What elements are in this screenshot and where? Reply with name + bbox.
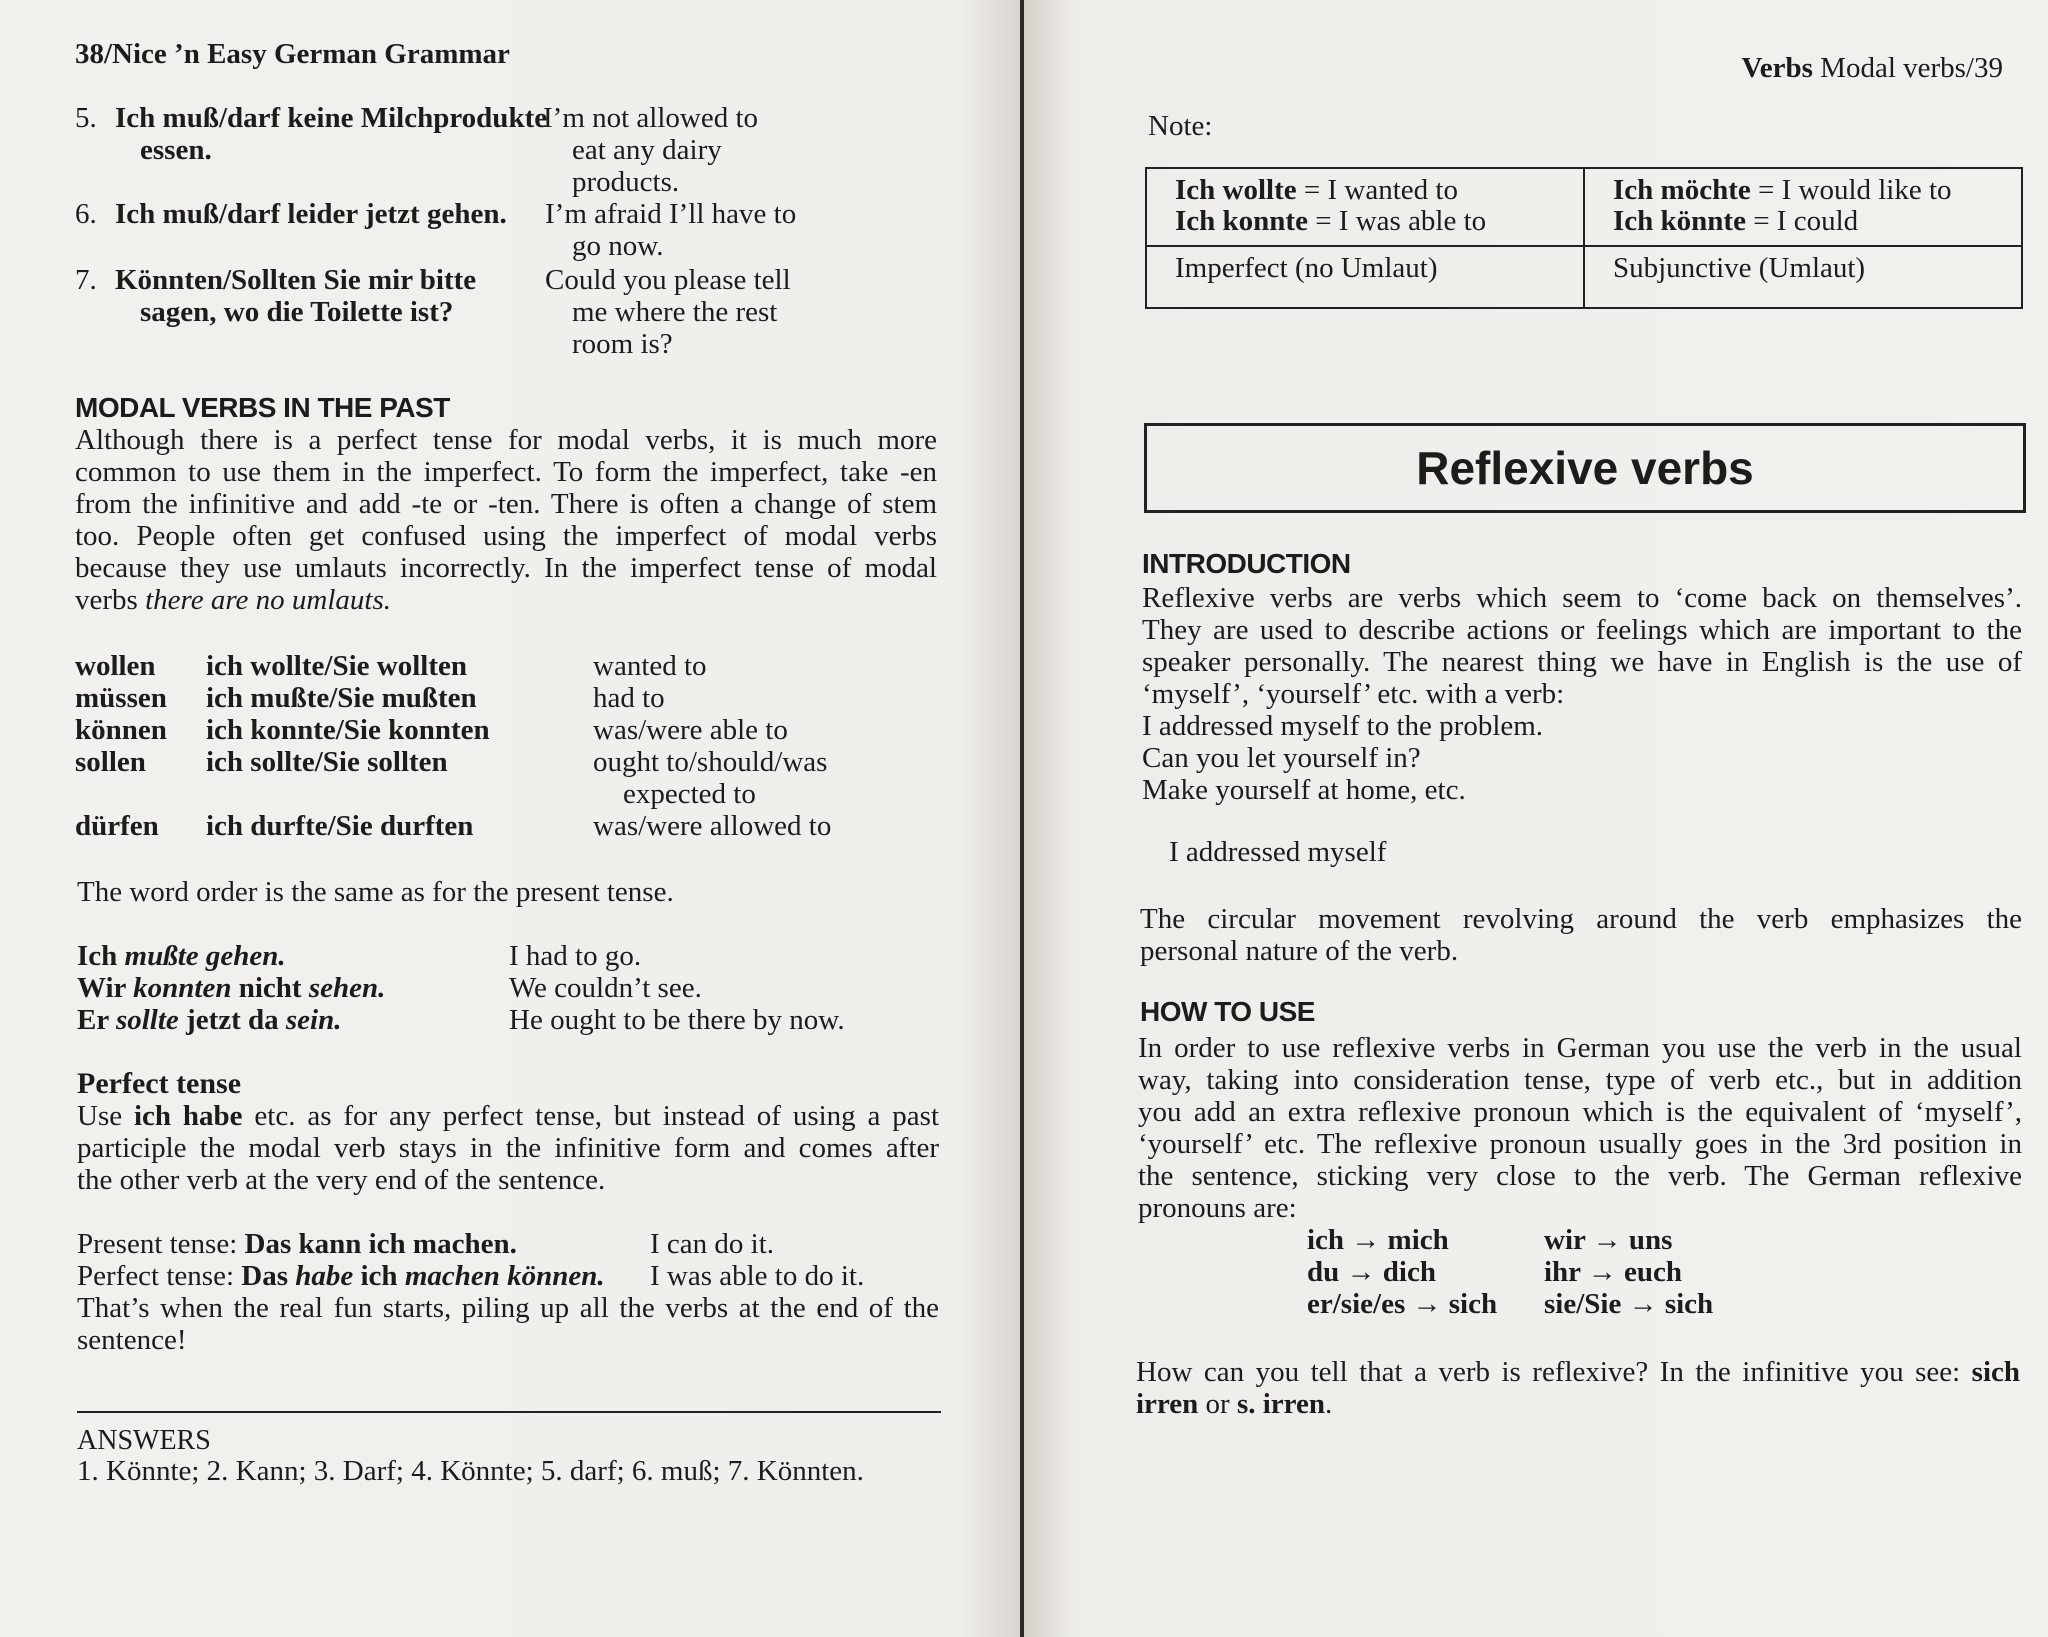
verb-meaning: expected to bbox=[623, 778, 756, 810]
introduction-paragraph bbox=[1142, 582, 2022, 806]
paragraph-line: pronouns are: bbox=[1138, 1192, 1297, 1224]
example-label: Perfect tense: bbox=[77, 1260, 242, 1292]
verb-infinitive: müssen bbox=[75, 682, 167, 714]
example-german: Das kann ich machen. bbox=[244, 1228, 517, 1260]
paragraph-line: Can you let yourself in? bbox=[1142, 742, 1421, 774]
pronoun-pair: du → dich bbox=[1307, 1256, 1436, 1288]
note-cell-imperfect-examples bbox=[1146, 168, 1584, 246]
left-page-header: 38/Nice ’n Easy German Grammar bbox=[75, 38, 510, 70]
circular-paragraph bbox=[1140, 903, 2022, 967]
example-english: I was able to do it. bbox=[650, 1260, 865, 1292]
verb-infinitive: dürfen bbox=[75, 810, 159, 842]
verb-infinitive: können bbox=[75, 714, 167, 746]
example-word: Er bbox=[77, 1004, 116, 1036]
paragraph-line: In order to use reflexive verbs in German you use the verb in the usual bbox=[1138, 1032, 2022, 1064]
example-word: mußte gehen. bbox=[124, 940, 286, 972]
header-section: Verbs bbox=[1741, 52, 1813, 84]
paragraph-text: ich habe bbox=[133, 1100, 243, 1132]
example-word: konnten bbox=[133, 972, 232, 1004]
exercise-english: eat any dairy bbox=[572, 134, 722, 166]
exercise-german: Ich muß/darf keine Milchprodukte bbox=[115, 102, 548, 134]
pronoun-pair: ich → mich bbox=[1307, 1224, 1449, 1256]
pronoun-pair: ihr → euch bbox=[1544, 1256, 1683, 1288]
example-german bbox=[77, 940, 286, 972]
answers-text: 1. Könnte; 2. Kann; 3. Darf; 4. Könnte; 5. darf; 6. muß; 7. Könnten. bbox=[77, 1455, 864, 1487]
note-english: = I would like to bbox=[1750, 174, 1952, 206]
example-german: ich bbox=[353, 1260, 405, 1292]
pronoun-pair: sie/Sie → sich bbox=[1544, 1288, 1714, 1320]
note-german: Ich möchte bbox=[1613, 174, 1751, 206]
note-label: Note: bbox=[1148, 110, 1213, 142]
paragraph-line: because they use umlauts incorrectly. In the imperfect tense of modal bbox=[75, 552, 937, 584]
pronoun-pair: wir → uns bbox=[1544, 1224, 1673, 1256]
paragraph-line: The circular movement revolving around the verb emphasizes the bbox=[1140, 903, 2022, 935]
note-english: = I could bbox=[1745, 205, 1859, 237]
verb-meaning: ought to/should/was bbox=[593, 746, 828, 778]
paragraph-line: the other verb at the very end of the sentence. bbox=[77, 1164, 606, 1196]
paragraph-line: I addressed myself to the problem. bbox=[1142, 710, 1544, 742]
example-german: machen können. bbox=[404, 1260, 605, 1292]
reflexive-verbs-title: Reflexive verbs bbox=[1144, 423, 2026, 513]
present-tense-example bbox=[77, 1228, 517, 1260]
exercise-number: 5. bbox=[75, 102, 97, 134]
word-order-note: The word order is the same as for the present tense. bbox=[77, 876, 674, 908]
paragraph-line: They are used to describe actions or feelings which are important to the bbox=[1142, 614, 2022, 646]
verb-imperfect-forms: ich sollte/Sie sollten bbox=[206, 746, 448, 778]
example-word: nicht bbox=[231, 972, 309, 1004]
exercise-german: Ich muß/darf leider jetzt gehen. bbox=[115, 198, 507, 230]
paragraph-text: s. irren bbox=[1236, 1388, 1326, 1420]
left-page bbox=[0, 0, 1020, 1637]
paragraph-text: irren bbox=[1136, 1388, 1199, 1420]
verb-meaning: had to bbox=[593, 682, 665, 714]
example-english: We couldn’t see. bbox=[509, 972, 702, 1004]
note-table bbox=[1145, 167, 2023, 309]
example-word: sollte bbox=[115, 1004, 179, 1036]
example-german: Das bbox=[241, 1260, 296, 1292]
modal-past-paragraph bbox=[75, 424, 937, 616]
paragraph-text: . bbox=[1325, 1388, 1333, 1420]
paragraph-text: Use bbox=[77, 1100, 134, 1132]
paragraph-text: How can you tell that a verb is reflexive? In the infinitive you see: bbox=[1136, 1356, 1972, 1388]
section-heading-how-to-use: HOW TO USE bbox=[1140, 996, 1315, 1027]
example-word: Wir bbox=[77, 972, 134, 1004]
example-english: I can do it. bbox=[650, 1228, 775, 1260]
paragraph-line: ‘yourself’ etc. The reflexive pronoun usually goes in the 3rd position in bbox=[1138, 1128, 2022, 1160]
example-word: jetzt da bbox=[178, 1004, 286, 1036]
paragraph-line: Although there is a perfect tense for modal verbs, it is much more bbox=[75, 424, 937, 456]
perfect-tense-example bbox=[77, 1260, 605, 1292]
paragraph-text: verbs bbox=[75, 584, 146, 616]
note-cell-subjunctive-label: Subjunctive (Umlaut) bbox=[1584, 246, 2022, 308]
note-cell-imperfect-label: Imperfect (no Umlaut) bbox=[1146, 246, 1584, 308]
reflexive-question-paragraph bbox=[1136, 1356, 2020, 1420]
exercise-english: I’m afraid I’ll have to bbox=[545, 198, 797, 230]
verb-imperfect-forms: ich mußte/Sie mußten bbox=[206, 682, 477, 714]
note-german: Ich konnte bbox=[1175, 205, 1308, 237]
note-german: Ich könnte bbox=[1613, 205, 1746, 237]
note-english: = I was able to bbox=[1307, 205, 1487, 237]
note-cell-subjunctive-examples bbox=[1584, 168, 2022, 246]
paragraph-line: you add an extra reflexive pronoun which is the equivalent of ‘myself’, bbox=[1138, 1096, 2022, 1128]
verb-meaning: wanted to bbox=[593, 650, 707, 682]
paragraph-text: sich bbox=[1971, 1356, 2020, 1388]
example-german bbox=[77, 1004, 341, 1036]
paragraph-line: too. People often get confused using the imperfect of modal verbs bbox=[75, 520, 937, 552]
exercise-german: essen. bbox=[140, 134, 212, 166]
paragraph-line: Make yourself at home, etc. bbox=[1142, 774, 1466, 806]
exercise-german: Könnten/Sollten Sie mir bitte bbox=[115, 264, 477, 296]
paragraph-line: personal nature of the verb. bbox=[1140, 935, 1459, 967]
paragraph-line: way, taking into consideration tense, type of verb etc., but in addition bbox=[1138, 1064, 2022, 1096]
exercise-english: products. bbox=[572, 166, 680, 198]
paragraph-line bbox=[1136, 1388, 2020, 1420]
paragraph-line bbox=[75, 584, 937, 616]
answers-heading: ANSWERS bbox=[77, 1425, 211, 1456]
fun-paragraph bbox=[77, 1292, 939, 1356]
verb-infinitive: sollen bbox=[75, 746, 146, 778]
paragraph-text: etc. as for any perfect tense, but instead of using a past bbox=[242, 1100, 939, 1132]
how-to-use-paragraph bbox=[1138, 1032, 2022, 1224]
paragraph-line bbox=[1136, 1356, 2020, 1388]
example-english: He ought to be there by now. bbox=[509, 1004, 845, 1036]
verb-infinitive: wollen bbox=[75, 650, 156, 682]
example-word: Ich bbox=[77, 940, 125, 972]
right-page bbox=[1024, 0, 2048, 1637]
verb-imperfect-forms: ich wollte/Sie wollten bbox=[206, 650, 467, 682]
verb-meaning: was/were allowed to bbox=[593, 810, 832, 842]
verb-imperfect-forms: ich durfte/Sie durften bbox=[206, 810, 474, 842]
exercise-number: 6. bbox=[75, 198, 97, 230]
paragraph-line: Reflexive verbs are verbs which seem to ‘come back on themselves’. bbox=[1142, 582, 2022, 614]
answers-divider bbox=[77, 1411, 941, 1413]
section-heading-modal-past: MODAL VERBS IN THE PAST bbox=[75, 392, 450, 423]
example-german bbox=[77, 972, 385, 1004]
paragraph-line: That’s when the real fun starts, piling up all the verbs at the end of the bbox=[77, 1292, 939, 1324]
exercise-number: 7. bbox=[75, 264, 97, 296]
reflexive-diagram-text: I addressed myself bbox=[1169, 836, 1387, 868]
exercise-english: I’m not allowed to bbox=[543, 102, 759, 134]
exercise-english: me where the rest bbox=[572, 296, 778, 328]
note-english: = I wanted to bbox=[1296, 174, 1458, 206]
section-heading-introduction: INTRODUCTION bbox=[1142, 548, 1351, 579]
exercise-english: Could you please tell bbox=[545, 264, 791, 296]
emphasis-no-umlauts: there are no umlauts. bbox=[145, 584, 392, 616]
exercise-german: sagen, wo die Toilette ist? bbox=[140, 296, 454, 328]
example-word: sein. bbox=[285, 1004, 342, 1036]
paragraph-text: or bbox=[1198, 1388, 1237, 1420]
paragraph-line: sentence! bbox=[77, 1324, 187, 1356]
paragraph-line: common to use them in the imperfect. To form the imperfect, take -en bbox=[75, 456, 937, 488]
exercise-english: go now. bbox=[572, 230, 664, 262]
paragraph-line bbox=[77, 1100, 939, 1132]
example-label: Present tense: bbox=[77, 1228, 245, 1260]
paragraph-line: participle the modal verb stays in the infinitive form and comes after bbox=[77, 1132, 939, 1164]
right-page-header bbox=[1741, 52, 2003, 84]
example-german: habe bbox=[295, 1260, 354, 1292]
section-heading-perfect-tense: Perfect tense bbox=[77, 1067, 242, 1100]
verb-meaning: was/were able to bbox=[593, 714, 788, 746]
verb-imperfect-forms: ich konnte/Sie konnten bbox=[206, 714, 490, 746]
exercise-english: room is? bbox=[572, 328, 673, 360]
note-german: Ich wollte bbox=[1175, 174, 1297, 206]
example-word: sehen. bbox=[308, 972, 386, 1004]
pronoun-pair: er/sie/es → sich bbox=[1307, 1288, 1498, 1320]
paragraph-line: ‘myself’, ‘yourself’ etc. with a verb: bbox=[1142, 678, 1565, 710]
example-english: I had to go. bbox=[509, 940, 642, 972]
paragraph-line: speaker personally. The nearest thing we have in English is the use of bbox=[1142, 646, 2022, 678]
paragraph-line: the sentence, sticking very close to the verb. The German reflexive bbox=[1138, 1160, 2022, 1192]
paragraph-line: from the infinitive and add -te or -ten. There is often a change of stem bbox=[75, 488, 937, 520]
header-page: Modal verbs/39 bbox=[1812, 52, 2003, 84]
perfect-paragraph bbox=[77, 1100, 939, 1196]
